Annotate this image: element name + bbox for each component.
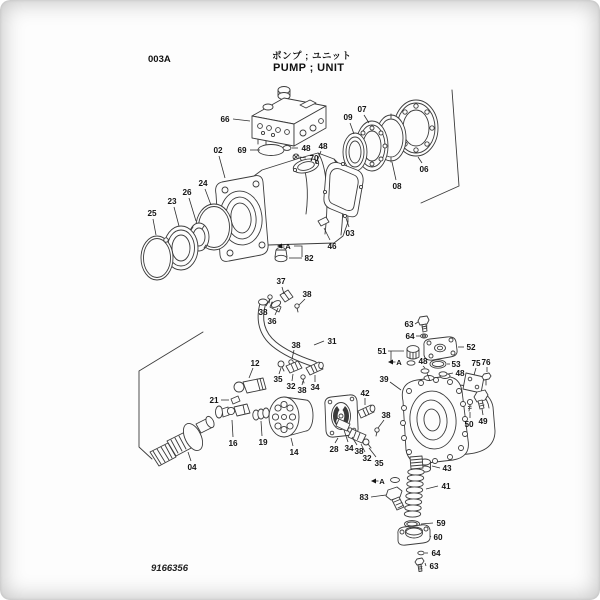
leader-line-09 <box>350 123 354 134</box>
part-label-38: 38 <box>258 308 268 317</box>
part-plug-51 <box>407 346 419 359</box>
part-bolt-35-b <box>363 439 371 448</box>
leader-line-07 <box>364 115 369 123</box>
part-oring-53 <box>430 360 446 368</box>
view-arrow-icon <box>371 479 376 484</box>
page-code: 003A <box>148 54 171 65</box>
part-label-63: 63 <box>429 562 439 571</box>
leader-line-14 <box>291 438 293 446</box>
leader-line-16 <box>232 420 233 437</box>
leader-line-59 <box>421 523 433 524</box>
leader-line-25 <box>153 219 156 235</box>
leader-line-04 <box>188 452 191 461</box>
leader-line-23 <box>174 207 179 226</box>
part-label-32: 32 <box>362 454 372 463</box>
view-marker-label: A <box>285 242 291 251</box>
leader-line-19 <box>261 421 262 436</box>
leader-line-38 <box>302 381 303 385</box>
part-label-48: 48 <box>318 142 328 151</box>
part-piston-12 <box>234 378 266 393</box>
part-label-24: 24 <box>198 179 208 188</box>
part-bolt-38-b <box>295 304 299 312</box>
part-label-60: 60 <box>433 533 443 542</box>
part-bolt-63-b <box>415 558 424 572</box>
part-label-49: 49 <box>478 417 488 426</box>
leader-line-63 <box>425 563 426 566</box>
part-piston-shoe-16 <box>216 404 251 418</box>
leader-line-48 <box>423 366 425 368</box>
part-label-82: 82 <box>304 254 314 263</box>
leader-line-75 <box>474 368 476 375</box>
leader-line-08 <box>392 162 396 180</box>
part-label-50: 50 <box>464 420 474 429</box>
part-label-70: 70 <box>309 154 319 163</box>
part-label-32: 32 <box>286 382 296 391</box>
part-label-08: 08 <box>392 182 402 191</box>
view-a-link-line <box>294 246 302 257</box>
part-elbow-32-a <box>286 361 302 373</box>
part-cover-plate-52 <box>424 337 457 360</box>
part-label-12: 12 <box>250 359 260 368</box>
part-label-38: 38 <box>302 290 312 299</box>
part-label-83: 83 <box>359 493 369 502</box>
part-label-43: 43 <box>442 464 452 473</box>
part-label-34: 34 <box>344 444 354 453</box>
leader-line-63 <box>415 322 418 324</box>
part-bolt-38-f <box>375 428 379 436</box>
document-number: 9166356 <box>151 563 188 574</box>
part-seal-09 <box>343 133 367 171</box>
part-retainer-19 <box>253 408 269 420</box>
part-label-46: 46 <box>327 242 337 251</box>
leader-line-83 <box>371 495 386 497</box>
part-label-16: 16 <box>228 439 238 448</box>
leader-line-38 <box>378 420 384 428</box>
part-label-52: 52 <box>466 343 476 352</box>
leader-line-38 <box>299 299 305 305</box>
part-label-34: 34 <box>310 383 320 392</box>
part-label-02: 02 <box>213 146 223 155</box>
part-label-38: 38 <box>381 411 391 420</box>
part-label-26: 26 <box>182 188 192 197</box>
part-label-59: 59 <box>436 519 446 528</box>
part-bolt-63-a <box>418 316 429 332</box>
part-washer-64-b <box>418 551 424 555</box>
leader-line-24 <box>205 189 211 205</box>
leader-line-12 <box>249 368 253 378</box>
leader-line-31 <box>314 341 324 345</box>
part-label-38: 38 <box>354 447 364 456</box>
part-plug-83 <box>386 487 404 510</box>
part-label-31: 31 <box>327 337 337 346</box>
part-oring-48-a <box>283 146 291 151</box>
part-label-42: 42 <box>360 389 370 398</box>
part-elbow-37 <box>280 290 293 302</box>
leader-line-02 <box>219 156 225 178</box>
leader-line-66 <box>233 119 250 121</box>
part-label-28: 28 <box>329 445 339 454</box>
part-pin-21 <box>231 396 240 404</box>
part-oring-a3 <box>391 478 400 483</box>
part-label-48: 48 <box>301 144 311 153</box>
part-label-35: 35 <box>273 375 283 384</box>
leader-line-48 <box>448 373 453 374</box>
part-oring-48-c <box>421 369 429 373</box>
part-fitting-42 <box>358 405 375 418</box>
part-regulator-66 <box>252 87 326 151</box>
part-plate-75 <box>463 373 484 393</box>
part-bolt-76 <box>482 373 491 385</box>
part-label-64: 64 <box>405 332 415 341</box>
part-label-19: 19 <box>258 438 268 447</box>
part-bolt-35-a <box>278 361 284 371</box>
part-label-48: 48 <box>455 369 465 378</box>
part-label-53: 53 <box>451 360 461 369</box>
part-label-75: 75 <box>471 359 481 368</box>
part-nipple-36 <box>270 299 282 312</box>
part-label-06: 06 <box>419 165 429 174</box>
part-label-69: 69 <box>237 146 247 155</box>
part-label-63: 63 <box>404 320 414 329</box>
part-label-41: 41 <box>441 482 451 491</box>
leader-line-28 <box>335 438 338 443</box>
part-cylinder-block-14 <box>269 397 313 437</box>
leader-line-06 <box>418 157 422 163</box>
part-label-36: 36 <box>267 317 277 326</box>
view-marker-label: A <box>379 477 385 486</box>
part-label-38: 38 <box>297 386 307 395</box>
part-label-37: 37 <box>276 277 286 286</box>
view-arrow-icon <box>388 360 393 365</box>
part-snap-ring-25 <box>141 236 173 280</box>
part-label-48: 48 <box>418 357 428 366</box>
part-label-25: 25 <box>147 209 157 218</box>
part-oring-69 <box>258 145 284 156</box>
part-cap-60 <box>398 525 430 545</box>
part-label-64: 64 <box>431 549 441 558</box>
leader-line-35 <box>279 368 281 374</box>
leader-line-39 <box>390 382 401 390</box>
part-shaft-04 <box>150 415 216 466</box>
view-marker-label: A <box>396 358 402 367</box>
part-label-04: 04 <box>187 463 197 472</box>
page-title-japanese: ポンプ ; ユニット <box>272 51 352 62</box>
part-label-51: 51 <box>377 347 387 356</box>
page-title-english: PUMP ; UNIT <box>273 62 345 74</box>
leader-line-26 <box>189 198 196 221</box>
part-spring-41 <box>404 456 424 517</box>
part-label-07: 07 <box>357 105 367 114</box>
part-label-09: 09 <box>343 113 353 122</box>
part-label-03: 03 <box>345 229 355 238</box>
part-label-23: 23 <box>167 197 177 206</box>
part-washer-64-a <box>421 334 428 338</box>
part-label-66: 66 <box>220 115 230 124</box>
leader-line-41 <box>426 486 438 489</box>
part-oring-a2 <box>407 361 415 365</box>
part-label-39: 39 <box>379 375 389 384</box>
part-label-21: 21 <box>209 396 219 405</box>
part-label-35: 35 <box>374 459 384 468</box>
part-label-76: 76 <box>481 358 491 367</box>
leader-line-43 <box>432 466 440 468</box>
part-oring-48-d <box>439 372 447 376</box>
part-label-38: 38 <box>291 341 301 350</box>
leader-line-32 <box>292 374 293 381</box>
part-label-14: 14 <box>289 448 299 457</box>
